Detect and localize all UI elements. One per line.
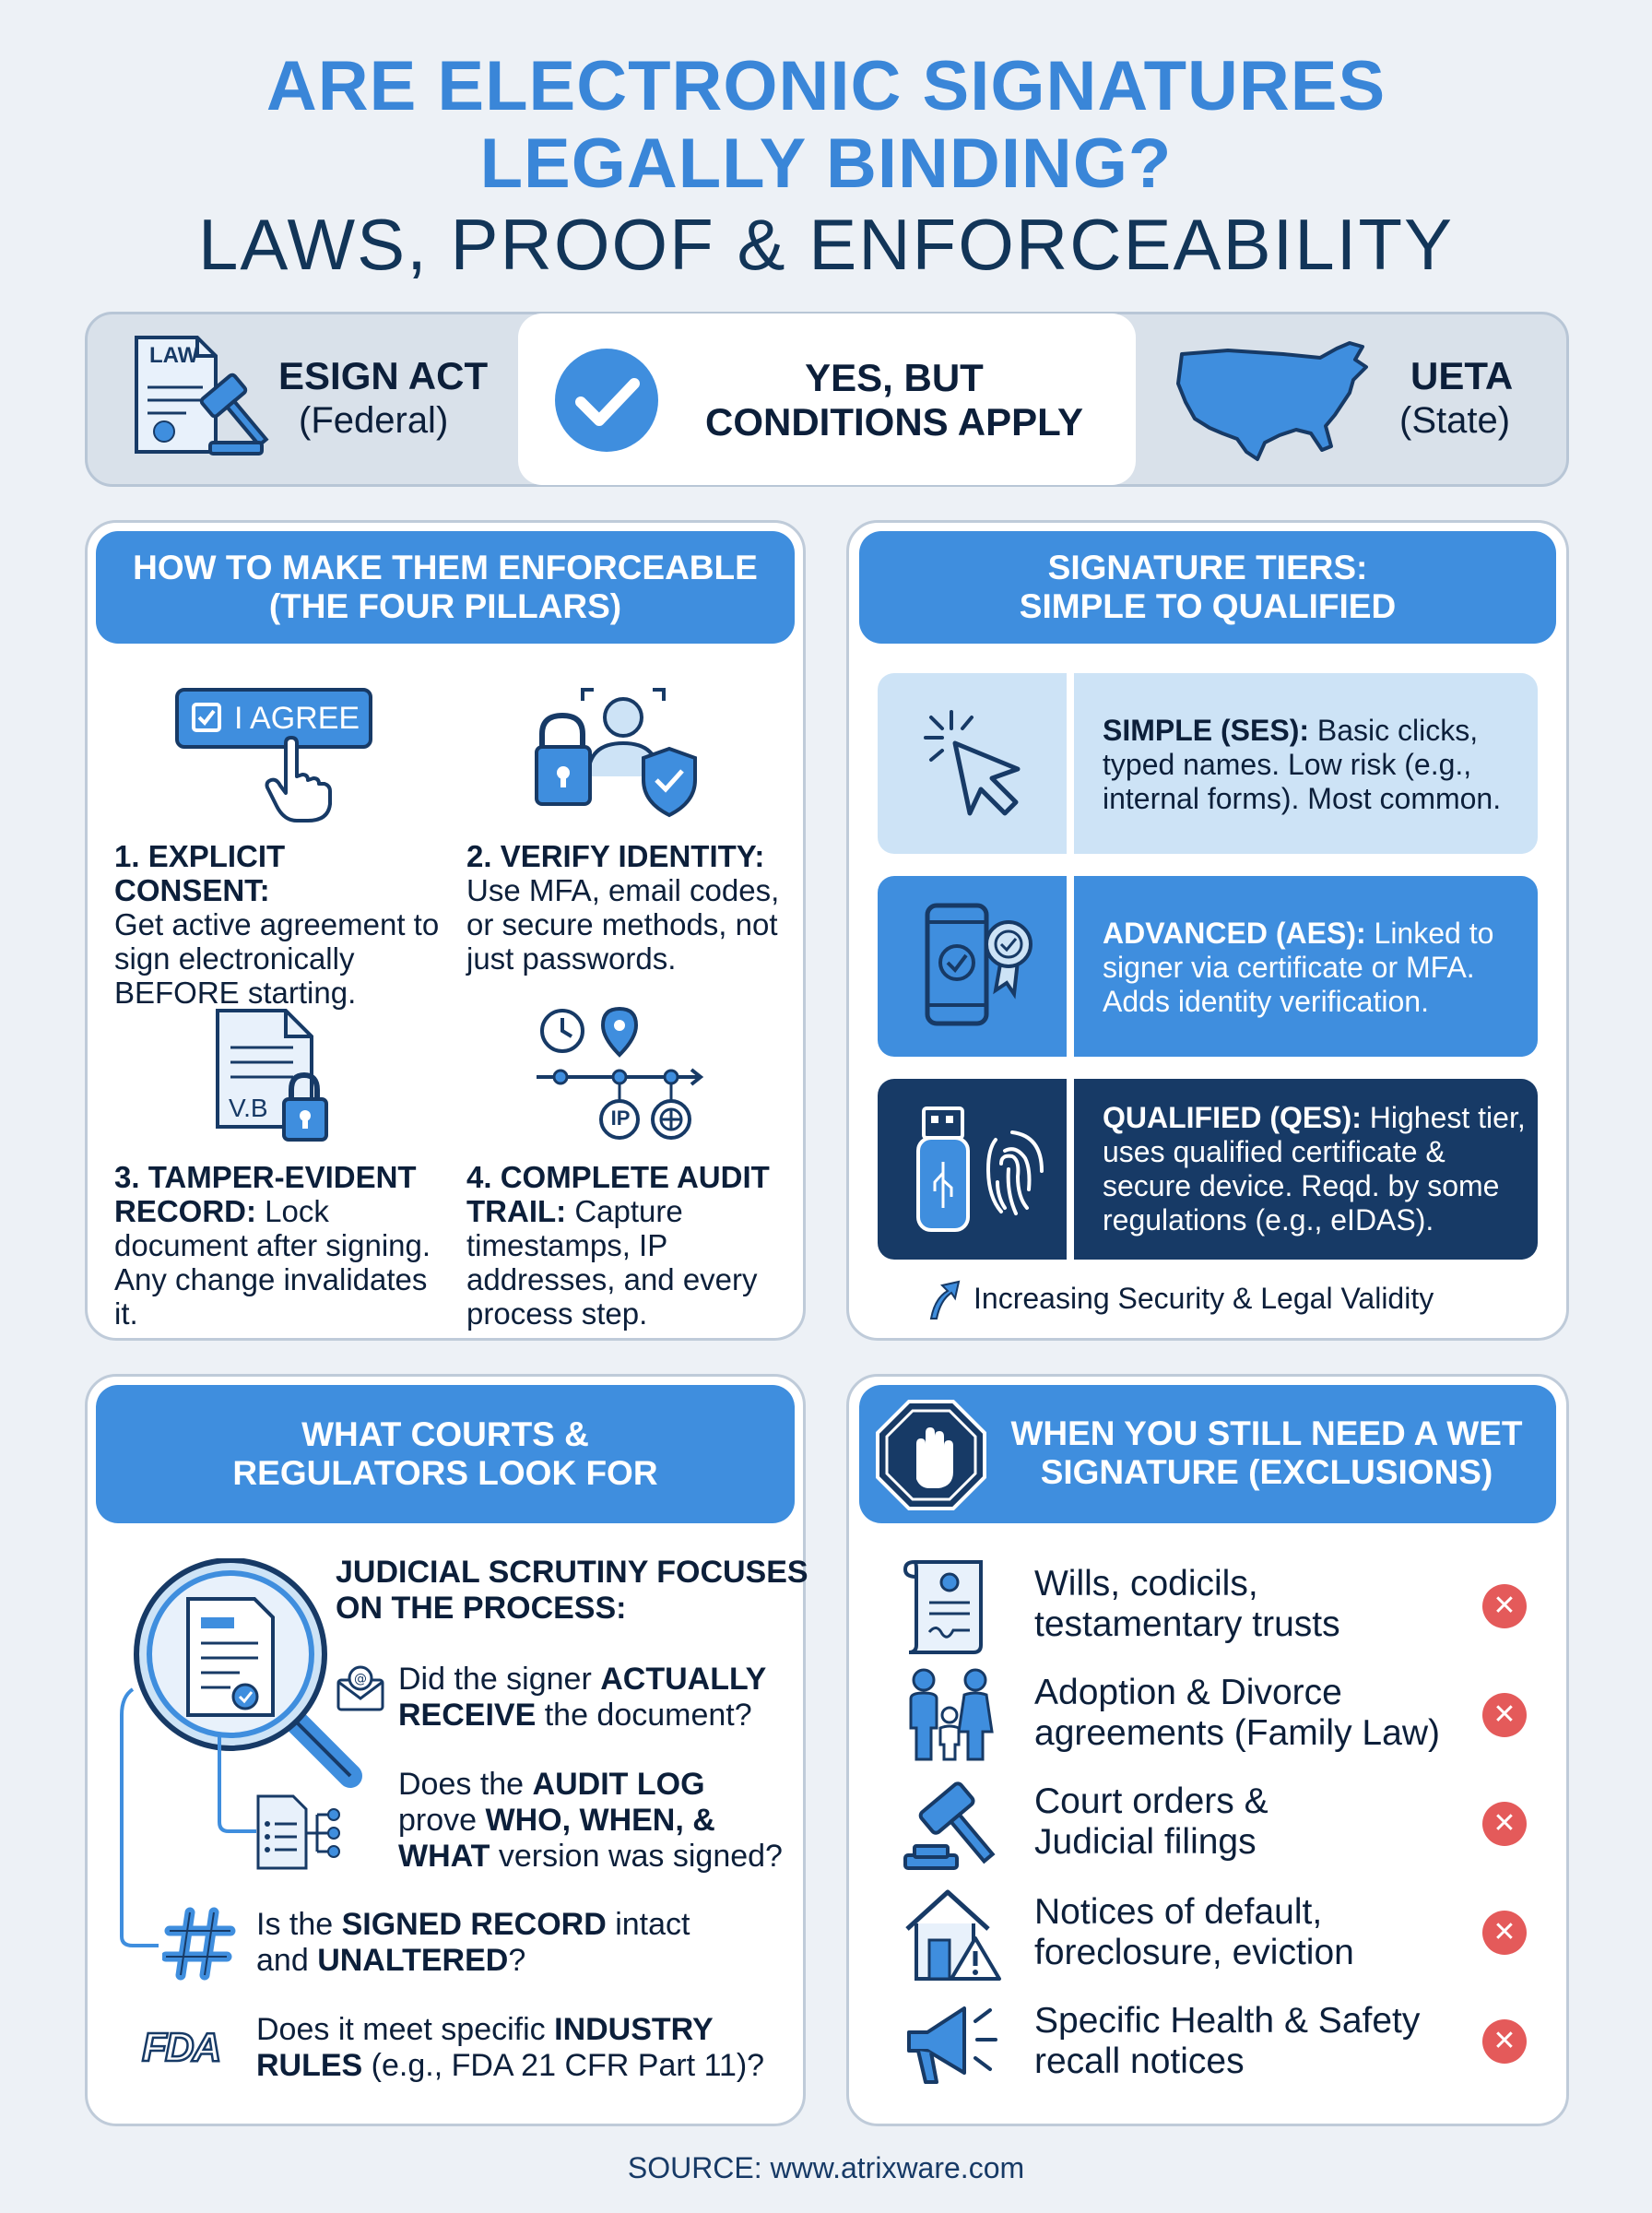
exclusions-header-text: [990, 1414, 1543, 1492]
q1-text-a: Did the signer: [398, 1662, 601, 1697]
tier-qualified-title: QUALIFIED (QES):: [1103, 1101, 1362, 1134]
audit-log-icon: [254, 1793, 343, 1872]
tiers-header-line-2: SIMPLE TO QUALIFIED: [1019, 587, 1397, 625]
doc-label: V.B: [229, 1094, 268, 1122]
courts-header-line-1: WHAT COURTS &: [301, 1415, 589, 1453]
exclusion-court-line-1: Court orders &: [1034, 1781, 1268, 1821]
q4-text-a: Does it meet specific: [256, 2012, 555, 2047]
tiers-footer: Increasing Security & Legal Validity: [974, 1282, 1434, 1315]
pillars-header-line-1: HOW TO MAKE THEM ENFORCEABLE: [133, 549, 758, 586]
source-footer: SOURCE: www.atrixware.com: [627, 2151, 1025, 2184]
ueta-sub: (State): [1399, 400, 1511, 441]
usb-fingerprint-icon: [916, 1105, 1045, 1237]
tier-simple-desc: Basic clicks, typed names. Low risk (e.g., internal forms). Most common.: [1103, 714, 1502, 815]
law-icon-label: LAW: [149, 343, 199, 368]
exclusion-foreclosure: [1034, 1892, 1354, 1973]
exclusion-foreclosure-line-2: foreclosure, eviction: [1034, 1933, 1354, 1972]
pillar-2-title: 2. VERIFY IDENTITY:: [466, 839, 765, 873]
locked-document-icon: [212, 1007, 341, 1145]
focus-line-1: JUDICIAL SCRUTINY FOCUSES: [336, 1555, 808, 1590]
tiers-header: [859, 531, 1556, 644]
q2-text-d: WHO, WHEN, & WHAT: [398, 1803, 715, 1874]
question-industry-rules: [256, 2012, 773, 2084]
pillar-3-title: 3. TAMPER-EVIDENT RECORD:: [114, 1160, 417, 1228]
ip-label: IP: [610, 1106, 631, 1130]
q2-text-b: AUDIT LOG: [532, 1767, 705, 1802]
pillar-4-text: Capture timestamps, IP addresses, and every process step.: [466, 1194, 758, 1331]
x-mark-icon: ✕: [1482, 1693, 1527, 1737]
pillars-header: [96, 531, 795, 644]
exclusion-recall-line-2: recall notices: [1034, 2041, 1245, 2081]
exclusion-wills-line-2: testamentary trusts: [1034, 1604, 1340, 1644]
focus-line-2: ON THE PROCESS:: [336, 1591, 627, 1626]
pillar-1-title: 1. EXPLICIT CONSENT:: [114, 839, 286, 907]
tier-advanced-desc: Linked to signer via certificate or MFA. Adds identity verification.: [1103, 917, 1494, 1018]
exclusion-court-line-2: Judicial filings: [1034, 1822, 1257, 1862]
x-mark-icon: ✕: [1482, 2019, 1527, 2064]
exclusion-recall-line-1: Specific Health & Safety: [1034, 2001, 1421, 2041]
checkbox-icon: [192, 703, 221, 732]
title-line-2: LEGALLY BINDING?: [479, 124, 1173, 203]
megaphone-icon: [903, 1999, 1001, 2088]
pillar-4-title: 4. COMPLETE AUDIT TRAIL:: [466, 1160, 770, 1228]
courts-header: [96, 1385, 795, 1523]
q3-text-a: Is the: [256, 1907, 342, 1942]
tier-simple-text: [1103, 714, 1527, 816]
tier-divider: [1067, 1079, 1074, 1260]
exclusions-header-line-1: WHEN YOU STILL NEED A WET: [1010, 1414, 1523, 1452]
hand-pointer-icon: [264, 736, 337, 824]
i-agree-label: I AGREE: [234, 701, 360, 736]
q3-text-b: SIGNED RECORD: [341, 1907, 607, 1942]
pillar-2-text: Use MFA, email codes, or secure methods, not just passwords.: [466, 873, 780, 976]
q4-text-b: INDUSTRY RULES: [256, 2012, 714, 2083]
exclusions-header-line-2: SIGNATURE (EXCLUSIONS): [1040, 1453, 1493, 1491]
verdict-line-2: CONDITIONS APPLY: [705, 400, 1083, 444]
pillar-1: [114, 839, 446, 1010]
exclusion-court-orders: [1034, 1781, 1268, 1863]
cursor-click-icon: [918, 706, 1032, 821]
house-warning-icon: [902, 1887, 1003, 1982]
tier-advanced-title: ADVANCED (AES):: [1103, 917, 1366, 950]
family-icon: [902, 1667, 997, 1763]
x-mark-icon: ✕: [1482, 1911, 1527, 1955]
pillar-4: [466, 1160, 795, 1331]
tier-qualified-text: [1103, 1101, 1532, 1237]
tier-divider: [1067, 673, 1074, 854]
pillar-3-text: Lock document after signing. Any change invalidates it.: [114, 1194, 431, 1331]
phone-certificate-icon: [922, 902, 1036, 1031]
svg-text:@: @: [354, 1672, 367, 1686]
tier-simple-title: SIMPLE (SES):: [1103, 714, 1310, 747]
check-circle-icon: [553, 347, 660, 454]
exclusion-wills: [1034, 1564, 1340, 1645]
esign-act-title: ESIGN ACT: [278, 354, 489, 397]
question-audit-log: [398, 1767, 785, 1875]
up-arrow-icon: [926, 1278, 962, 1322]
hash-icon: [162, 1907, 236, 1981]
pillar-2: [466, 839, 795, 976]
q1-text-c: the document?: [536, 1698, 752, 1733]
focus-text: [336, 1555, 808, 1627]
exclusion-foreclosure-line-1: Notices of default,: [1034, 1892, 1323, 1932]
esign-act-sub: (Federal): [299, 400, 449, 441]
q3-text-c: intact and: [256, 1907, 690, 1978]
ueta-title: UETA: [1410, 354, 1514, 397]
tier-advanced-text: [1103, 917, 1527, 1019]
pillars-header-line-2: (THE FOUR PILLARS): [268, 587, 622, 625]
tiers-header-line-1: SIGNATURE TIERS:: [1047, 549, 1368, 586]
fda-logo: FDA: [142, 2025, 220, 2070]
lock-identity-shield-icon: [533, 684, 708, 822]
question-receive: [398, 1662, 785, 1734]
tier-qualified-desc: Highest tier, uses qualified certificate & secure device. Reqd. by some regulations (e.g., eIDAS).: [1103, 1101, 1526, 1237]
q2-text-e: version was signed?: [490, 1839, 783, 1874]
exclusion-adoption-divorce: [1034, 1673, 1440, 1754]
will-scroll-icon: [898, 1556, 999, 1658]
q3-text-d: UNALTERED: [317, 1943, 509, 1978]
q1-text-b: ACTUALLY RECEIVE: [398, 1662, 766, 1733]
x-mark-icon: ✕: [1482, 1802, 1527, 1846]
verdict-line-1: YES, BUT: [805, 356, 984, 399]
question-signed-record: [256, 1907, 717, 1979]
q3-text-e: ?: [508, 1943, 526, 1978]
exclusion-recall: [1034, 2001, 1420, 2082]
title-line-1: ARE ELECTRONIC SIGNATURES: [266, 47, 1386, 125]
usa-map-icon: [1173, 337, 1377, 463]
pillar-3: [114, 1160, 446, 1331]
exclusion-adoption-line-1: Adoption & Divorce: [1034, 1673, 1342, 1712]
q4-text-c: (e.g., FDA 21 CFR Part 11)?: [362, 2048, 765, 2083]
courts-header-line-2: REGULATORS LOOK FOR: [232, 1454, 658, 1492]
x-mark-icon: ✕: [1482, 1584, 1527, 1628]
q2-text-a: Does the: [398, 1767, 533, 1802]
pillar-1-text: Get active agreement to sign electronically BEFORE starting.: [114, 907, 440, 1010]
tier-divider: [1067, 876, 1074, 1057]
gavel-icon: [900, 1780, 1001, 1872]
page-title: [0, 48, 1652, 203]
q2-text-c: prove: [398, 1803, 486, 1838]
stop-hand-icon: [876, 1400, 986, 1510]
exclusion-wills-line-1: Wills, codicils,: [1034, 1564, 1258, 1604]
verdict-text: [682, 356, 1106, 444]
exclusion-adoption-line-2: agreements (Family Law): [1034, 1713, 1440, 1753]
email-receipt-icon: [336, 1665, 385, 1711]
page-subtitle: LAWS, PROOF & ENFORCEABILITY: [197, 204, 1454, 285]
